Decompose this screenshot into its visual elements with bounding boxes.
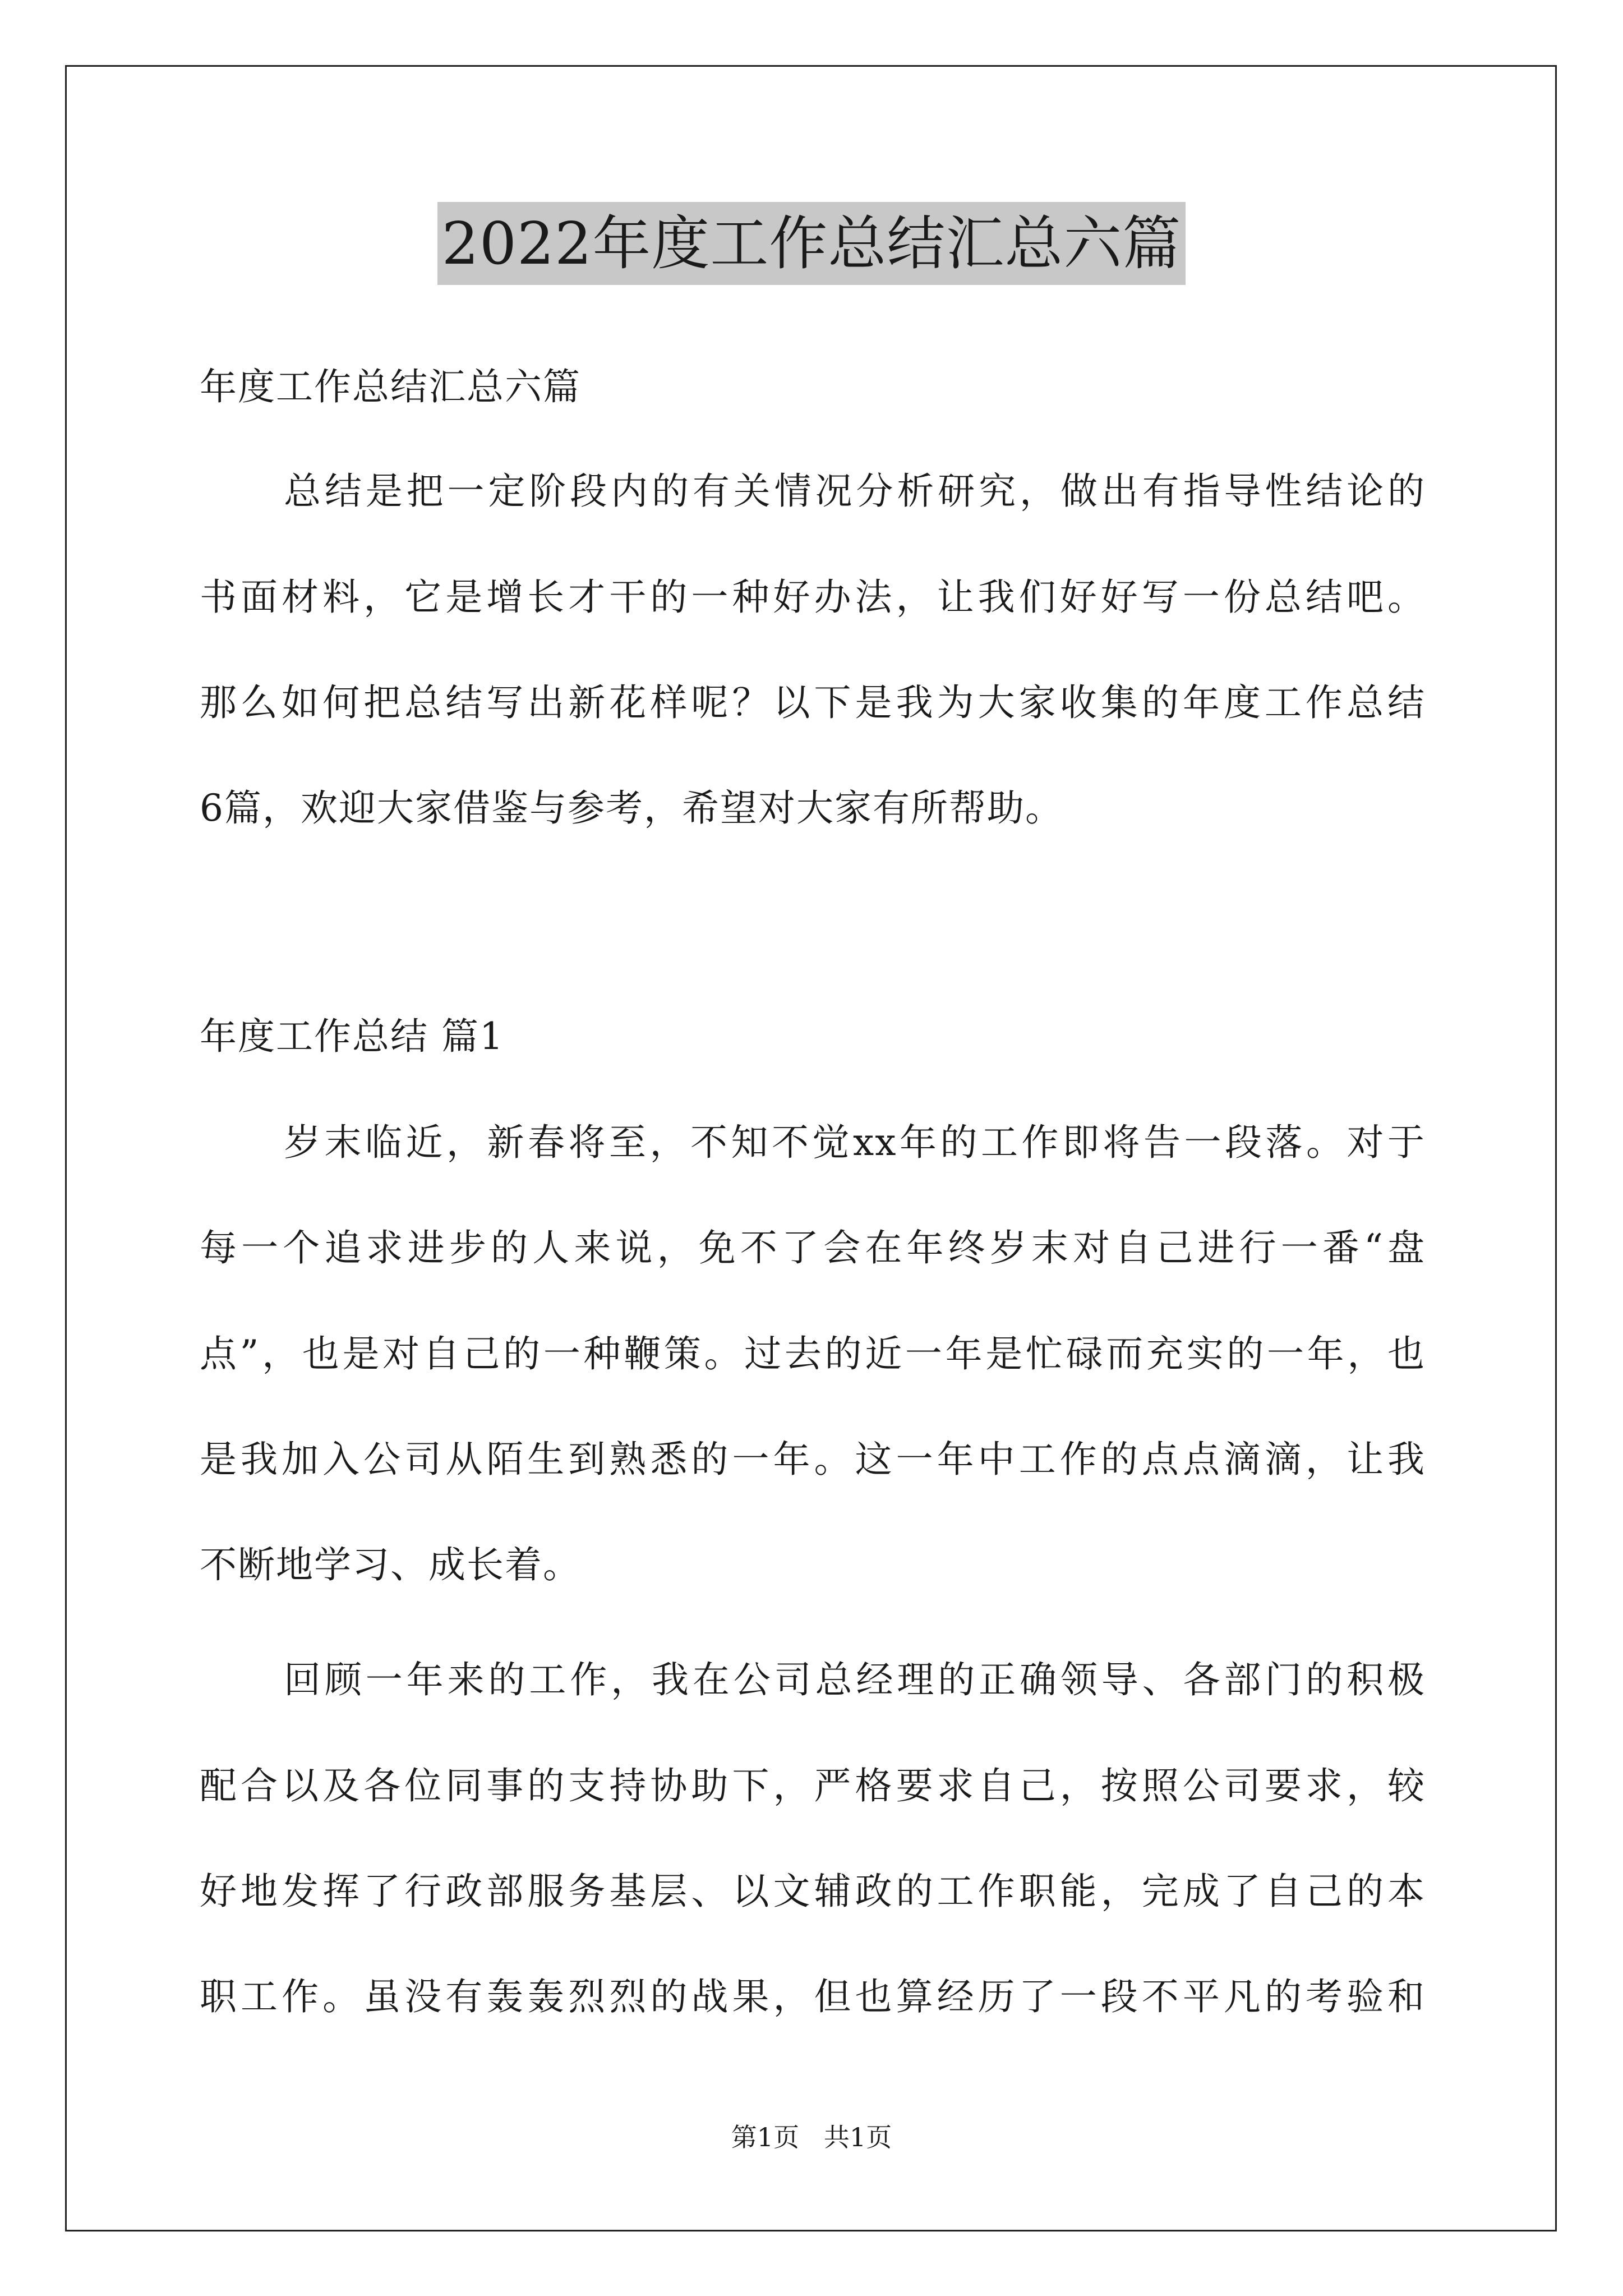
body-line: 是我加入公司从陌生到熟悉的一年。这一年中工作的点点滴滴，让我	[200, 1438, 1426, 1481]
body-line: 6篇，欢迎大家借鉴与参考，希望对大家有所帮助。	[200, 786, 1063, 830]
section-heading: 年度工作总结 篇1	[200, 1015, 504, 1058]
body-line: 回顾一年来的工作，我在公司总经理的正确领导、各部门的积极	[284, 1658, 1426, 1701]
body-line: 配合以及各位同事的支持协助下，严格要求自己，按照公司要求，较	[200, 1764, 1426, 1807]
body-line: 总结是把一定阶段内的有关情况分析研究，做出有指导性结论的	[284, 470, 1426, 513]
body-line: 岁末临近，新春将至，不知不觉xx年的工作即将告一段落。对于	[284, 1121, 1426, 1164]
document-title: 2022年度工作总结汇总六篇	[437, 202, 1186, 285]
subtitle: 年度工作总结汇总六篇	[200, 365, 581, 408]
body-line: 职工作。虽没有轰轰烈烈的战果，但也算经历了一段不平凡的考验和	[200, 1975, 1426, 2018]
page-footer: 第1页 共1页	[731, 2122, 892, 2152]
body-line: 那么如何把总结写出新花样呢？以下是我为大家收集的年度工作总结	[200, 681, 1426, 724]
body-line: 点”，也是对自己的一种鞭策。过去的近一年是忙碌而充实的一年，也	[200, 1332, 1426, 1375]
title-block	[0, 202, 1623, 285]
body-line: 不断地学习、成长着。	[200, 1543, 581, 1586]
body-line: 每一个追求进步的人来说，免不了会在年终岁末对自己进行一番“盘	[200, 1226, 1426, 1269]
body-line: 书面材料，它是增长才干的一种好办法，让我们好好写一份总结吧。	[200, 576, 1426, 619]
body-line: 好地发挥了行政部服务基层、以文辅政的工作职能，完成了自己的本	[200, 1870, 1426, 1913]
